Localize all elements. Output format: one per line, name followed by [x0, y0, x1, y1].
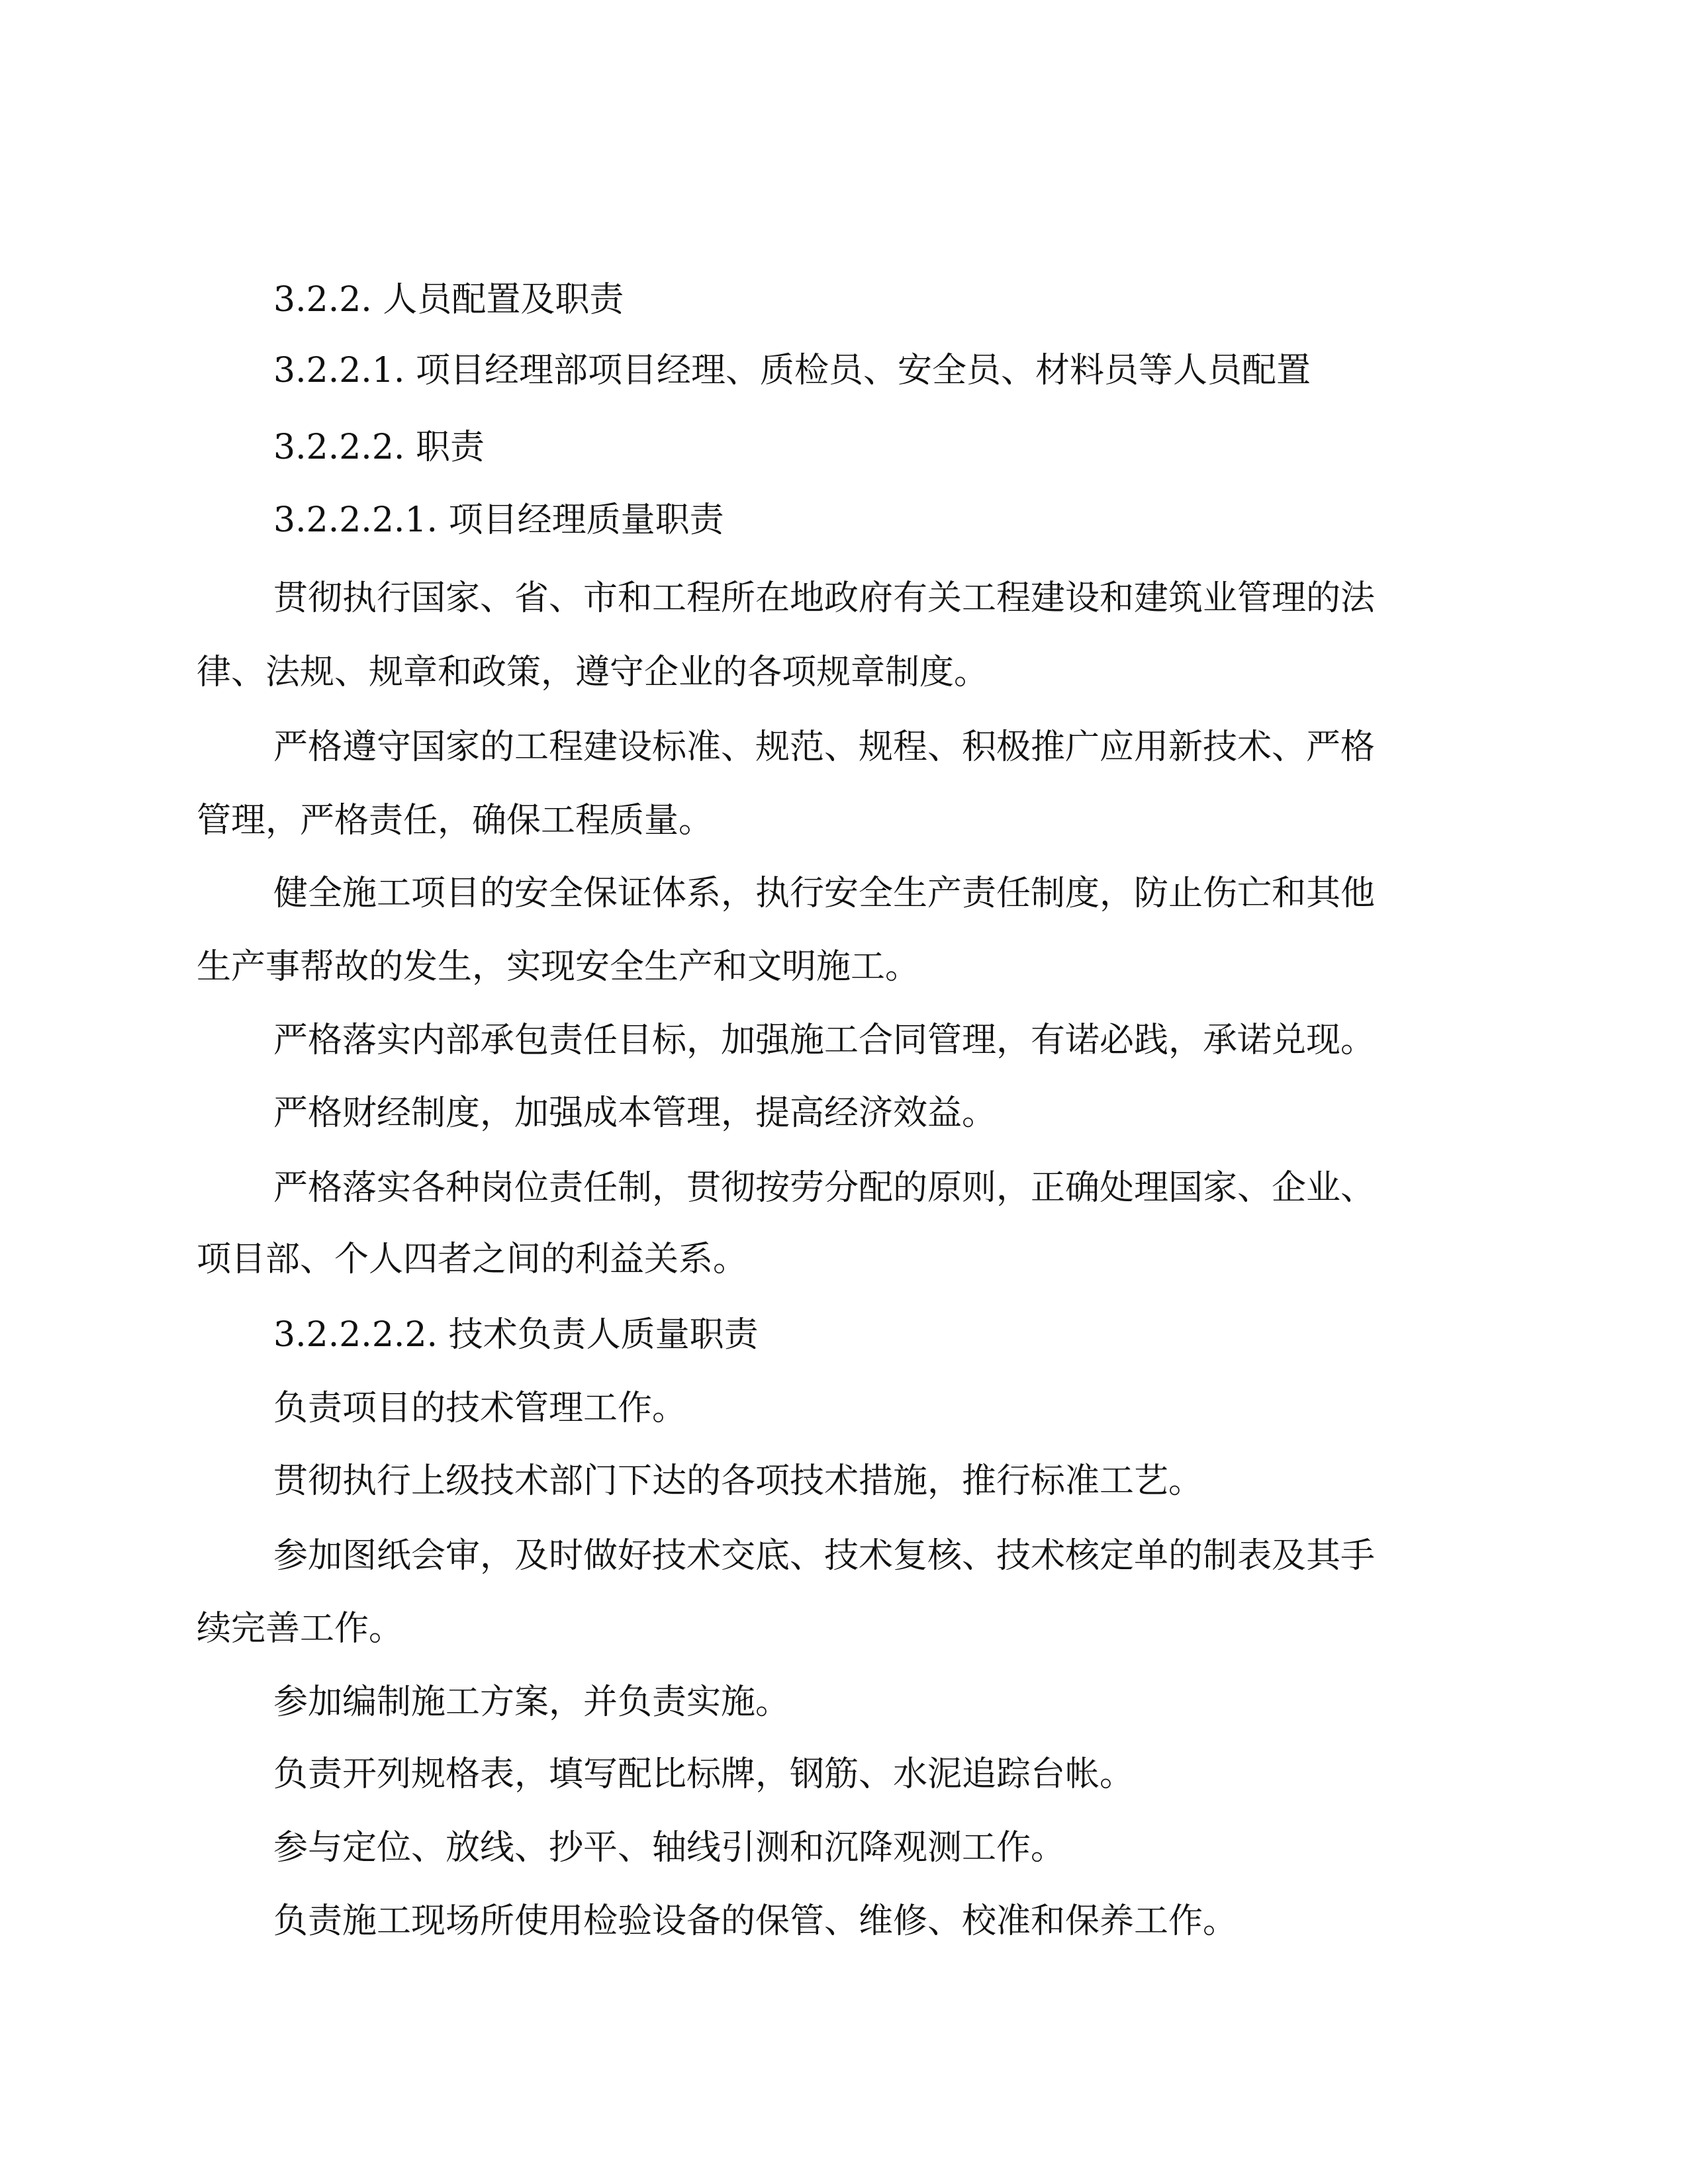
pm-duty-3-line-1: 健全施工项目的安全保证体系，执行安全生产责任制度，防止伤亡和其他 [273, 874, 1376, 913]
section-heading-3-2-2-2-1: 3.2.2.2.1. 项目经理质量职责 [273, 500, 724, 540]
section-heading-3-2-2-1: 3.2.2.1. 项目经理部项目经理、质检员、安全员、材料员等人员配置 [273, 351, 1311, 390]
section-heading-3-2-2-2: 3.2.2.2. 职责 [273, 428, 485, 467]
pm-duty-1-line-1: 贯彻执行国家、省、市和工程所在地政府有关工程建设和建筑业管理的法 [273, 578, 1376, 618]
section-heading-3-2-2-2-2: 3.2.2.2.2. 技术负责人质量职责 [273, 1315, 759, 1355]
section-heading-3-2-2: 3.2.2. 人员配置及职责 [273, 280, 624, 320]
tech-duty-3-line-2: 续完善工作。 [197, 1609, 404, 1649]
pm-duty-6-line-2: 项目部、个人四者之间的利益关系。 [197, 1240, 748, 1279]
pm-duty-2-line-1: 严格遵守国家的工程建设标准、规范、规程、积极推广应用新技术、严格 [273, 727, 1376, 767]
pm-duty-5: 严格财经制度，加强成本管理，提高经济效益。 [273, 1093, 997, 1133]
pm-duty-4: 严格落实内部承包责任目标，加强施工合同管理，有诺必践，承诺兑现。 [273, 1021, 1376, 1060]
tech-duty-4: 参加编制施工方案，并负责实施。 [273, 1682, 790, 1722]
tech-duty-5: 负责开列规格表，填写配比标牌，钢筋、水泥追踪台帐。 [273, 1754, 1135, 1794]
pm-duty-6-line-1: 严格落实各种岗位责任制，贯彻按劳分配的原则，正确处理国家、企业、 [273, 1168, 1376, 1208]
pm-duty-2-line-2: 管理，严格责任，确保工程质量。 [197, 801, 714, 841]
tech-duty-2: 贯彻执行上级技术部门下达的各项技术措施，推行标准工艺。 [273, 1461, 1203, 1501]
pm-duty-3-line-2: 生产事帮故的发生，实现安全生产和文明施工。 [197, 947, 920, 987]
tech-duty-7: 负责施工现场所使用检验设备的保管、维修、校准和保养工作。 [273, 1901, 1238, 1941]
pm-duty-1-line-2: 律、法规、规章和政策，遵守企业的各项规章制度。 [197, 653, 989, 692]
tech-duty-1: 负责项目的技术管理工作。 [273, 1388, 687, 1428]
tech-duty-3-line-1: 参加图纸会审，及时做好技术交底、技术复核、技术核定单的制表及其手 [273, 1536, 1376, 1576]
tech-duty-6: 参与定位、放线、抄平、轴线引测和沉降观测工作。 [273, 1828, 1066, 1868]
